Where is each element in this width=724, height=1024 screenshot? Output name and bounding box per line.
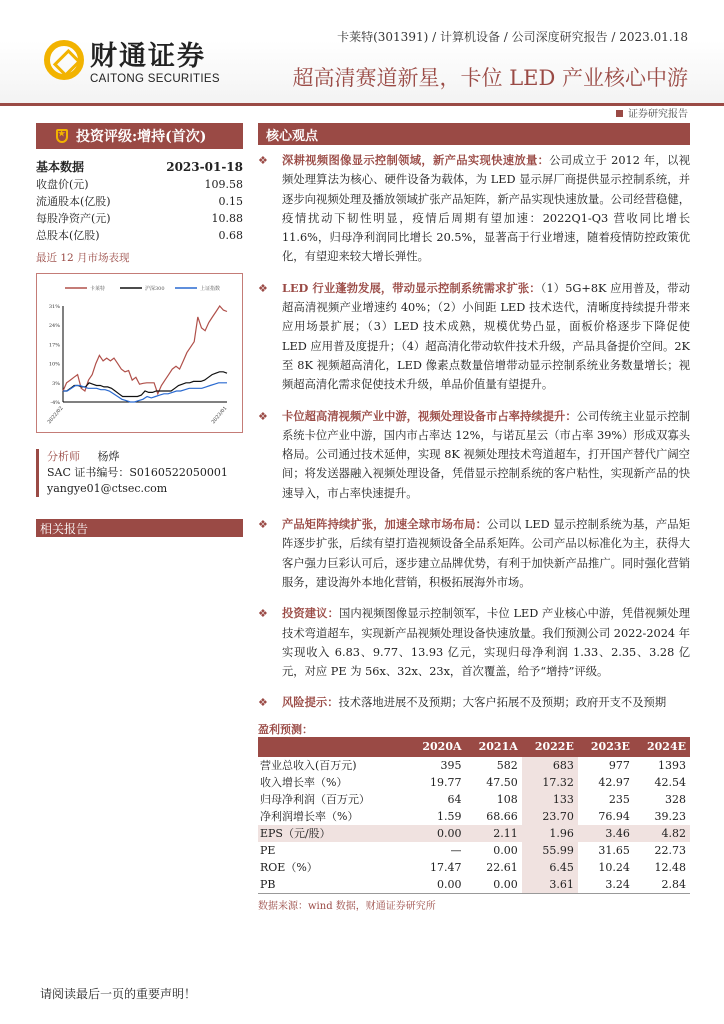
table-cell: 64	[447, 792, 462, 806]
table-row	[258, 757, 690, 774]
rating: 投资评级:增持(首次)	[76, 129, 207, 145]
diamond-icon: ❖	[258, 518, 268, 532]
legend-label: 沪深300	[145, 286, 165, 292]
basic-value: 10.88	[211, 212, 243, 225]
table-cell: EPS（元/股）	[258, 825, 409, 842]
point-head: 投资建议：	[282, 606, 339, 621]
table-cell: 19.77	[430, 775, 462, 789]
table-cell: 133	[522, 791, 578, 808]
table-cell: 营业总收入(百万元)	[260, 759, 357, 773]
forecast-table	[258, 737, 690, 893]
table-cell: 1.96	[522, 825, 578, 842]
table-cell: 2.84	[661, 877, 686, 891]
table-cell: 3.24	[605, 877, 630, 891]
key-point	[258, 693, 690, 712]
table-cell: PB	[260, 877, 276, 891]
table-cell: 108	[496, 792, 518, 806]
sac-number: SAC 证书编号：S0160522050001	[47, 466, 228, 479]
basic-data-header	[36, 159, 243, 176]
table-cell: 31.65	[598, 843, 630, 857]
basic-row	[36, 176, 243, 193]
basic-value: 0.68	[218, 229, 243, 242]
table-row	[258, 808, 690, 825]
table-cell: 47.50	[486, 775, 518, 789]
logo	[44, 34, 220, 85]
y-tick-label: 10%	[48, 361, 60, 368]
basic-data	[36, 176, 243, 244]
main-content	[258, 123, 690, 912]
basic-row	[36, 210, 243, 227]
basic-key: 收盘价(元)	[36, 178, 89, 191]
x-tick-label: 2022/02	[46, 405, 65, 426]
table-header	[258, 737, 409, 757]
y-tick-label: 24%	[48, 323, 60, 330]
diamond-icon: ❖	[258, 154, 268, 167]
table-cell: 归母净利润（百万元）	[260, 793, 370, 807]
table-cell: 0.00	[437, 877, 462, 891]
point-body: （1）5G+8K 应用普及，带动超高清视频产业增速约 40%；（2）小间距 LED 技术迭代，清晰度持续提升带来应用场景扩展；（3）LED 技术成熟，规模优势凸显，面板价格逐步下降促使 LED 应用普及度提升；（4）超高清化带动软件技术升级，产品具备提价空间。2K 至 8K 视频超高清化，LED 像素点数量倍增带动显示控制系统业务数量增长；视频超高清化需求促使技术升级，单品价值量有望提升。	[282, 281, 690, 392]
header-rule	[0, 103, 724, 106]
basic-title: 基本数据	[36, 160, 85, 174]
table-cell: 582	[496, 758, 518, 772]
chart-svg	[37, 274, 242, 432]
table-header: 2021A	[466, 737, 522, 757]
footer-note: 请阅读最后一页的重要声明！	[40, 987, 197, 1001]
basic-key: 总股本(亿股)	[36, 229, 100, 242]
table-cell: 683	[522, 757, 578, 774]
table-cell: 17.47	[430, 860, 462, 874]
table-row	[258, 859, 690, 876]
logo-icon	[44, 40, 84, 80]
report-tag	[616, 108, 688, 121]
section-title: 核心观点	[258, 123, 690, 145]
table-header: 2022E	[522, 737, 578, 757]
diamond-icon: ❖	[258, 696, 268, 710]
table-cell: 6.45	[522, 859, 578, 876]
diamond-icon: ❖	[258, 409, 268, 423]
market-title: 最近 12 月市场表现	[36, 252, 130, 264]
table-cell: 17.32	[522, 774, 578, 791]
basic-date: 2023-01-18	[166, 160, 243, 174]
table-cell: 977	[608, 758, 630, 772]
table-cell: 42.54	[654, 775, 686, 789]
table-cell: 收入增长率（%）	[260, 776, 348, 790]
shield-icon	[56, 129, 68, 143]
table-row	[258, 876, 690, 893]
analyst-label: 分析师	[47, 450, 80, 463]
table-row	[258, 774, 690, 791]
table-row	[258, 842, 690, 859]
table-cell: 12.48	[654, 860, 686, 874]
basic-row	[36, 193, 243, 210]
analyst-block	[36, 449, 243, 497]
legend-label: 上证指数	[200, 286, 221, 292]
basic-key: 每股净资产(元)	[36, 212, 111, 225]
y-tick-label: 17%	[48, 342, 60, 349]
point-body: 公司以 LED 显示控制系统为基，产品矩阵逐步扩张，后续有望打造视频设备全品系矩阵。公司产品以标准化为主，获得大客户强力巨彩认可后，逐步建立品牌优势，有利于加快新产品推广。同时强化营销服务，建设海外本地化营销，积极拓展海外市场。	[282, 518, 690, 589]
analyst-email[interactable]: yangye01@ctsec.com	[47, 482, 168, 495]
key-point	[258, 151, 690, 267]
key-point	[258, 407, 690, 503]
table-cell: 235	[608, 792, 630, 806]
table-cell: 0.00	[409, 825, 465, 842]
table-cell: ROE（%）	[260, 861, 318, 875]
point-head: LED 行业蓬勃发展，带动显示控制系统需求扩张：	[282, 280, 541, 295]
table-cell: 23.70	[522, 808, 578, 825]
table-cell: —	[450, 843, 462, 857]
key-points	[258, 151, 690, 713]
y-tick-label: 31%	[48, 304, 60, 310]
report-title: 超高清赛道新星，卡位 LED 产业核心中游	[292, 66, 688, 90]
table-header: 2024E	[634, 737, 690, 757]
report-header	[0, 0, 724, 103]
basic-value: 109.58	[204, 178, 243, 191]
forecast-title: 盈利预测：	[258, 722, 313, 736]
point-body: 公司传统主业显示控制系统卡位产业中游，国内市占率达 12%，与诺瓦星云（市占率 39%）形成双寡头格局。公司通过技术延伸，实现 8K 视频处理技术弯道超车，打开国产替代广阔空间；将发送器融入视频处理设备，凭借显示控制系统的客户粘性，实现新产品的快速导入，市占率快速提升。	[282, 409, 690, 500]
table-cell: 22.61	[486, 860, 518, 874]
square-icon	[616, 110, 623, 117]
point-body: 国内视频图像显示控制领军，卡位 LED 产业核心中游，凭借视频处理技术弯道超车，实现新产品视频处理设备快速放量。我们预测公司 2022-2024 年实现收入 6.83、9.77、13.93 亿元，实现归母净利润 1.33、2.35、3.28 亿元，对应 PE 为 56x、32x、23x，首次覆盖，给予“增持”评级。	[282, 607, 690, 679]
table-cell: PE	[260, 843, 276, 857]
related-reports: 相关报告	[36, 519, 243, 537]
table-cell: 2.11	[466, 825, 522, 842]
y-tick-label: -4%	[50, 400, 60, 406]
table-cell: 1.59	[437, 809, 462, 823]
y-tick-label: 3%	[52, 380, 60, 387]
table-cell: 10.24	[598, 860, 630, 874]
point-body: 公司成立于 2012 年，以视频处理算法为核心、硬件设备为载体，为 LED 显示屏厂商提供显示控制系统，并逐步向视频处理及播放领域扩张产品矩阵，新产品实现快速放量。公司经营稳健，疫情扰动下韧性明显，疫情后周期有望加速：2022Q1-Q3 营收同比增长 11.6%，归母净利润同比增长 20.5%，显著高于行业增速，随着疫情防控政策优化，有望迎来较大增长弹性。	[282, 154, 690, 264]
logo-en: CAITONG SECURITIES	[90, 73, 220, 85]
point-head: 风险提示：	[282, 695, 339, 710]
table-header: 2020A	[409, 737, 465, 757]
point-head: 深耕视频图像显示控制领域，新产品实现快速放量：	[282, 153, 550, 167]
diamond-icon: ❖	[258, 281, 268, 295]
x-tick-label: 2023/01	[210, 405, 229, 426]
basic-value: 0.15	[218, 195, 243, 208]
point-head: 卡位超高清视频产业中游，视频处理设备市占率持续提升：	[282, 408, 577, 423]
table-cell: 0.00	[493, 843, 518, 857]
table-row	[258, 791, 690, 808]
table-cell: 39.23	[654, 809, 686, 823]
series-line-1	[63, 372, 227, 397]
table-row	[258, 825, 690, 842]
diamond-icon: ❖	[258, 607, 268, 621]
key-point	[258, 279, 690, 395]
logo-cn: 财通证券	[90, 41, 206, 72]
table-cell: 0.00	[493, 877, 518, 891]
table-cell: 3.46	[578, 825, 634, 842]
table-cell: 净利润增长率（%）	[260, 810, 359, 824]
table-cell: 42.97	[598, 775, 630, 789]
series-line-2	[63, 383, 227, 402]
table-header: 2023E	[578, 737, 634, 757]
report-meta: 卡莱特(301391) / 计算机设备 / 公司深度研究报告 / 2023.01.18	[337, 30, 688, 44]
table-cell: 22.73	[654, 843, 686, 857]
table-cell: 395	[440, 758, 462, 772]
table-cell: 3.61	[522, 876, 578, 893]
table-cell: 55.99	[522, 842, 578, 859]
basic-row	[36, 227, 243, 244]
table-cell: 4.82	[634, 825, 690, 842]
data-source: 数据来源：wind 数据，财通证券研究所	[258, 893, 690, 912]
sidebar	[36, 123, 243, 537]
key-point	[258, 604, 690, 681]
point-body: 技术落地进展不及预期；大客户拓展不及预期；政府开支不及预期	[338, 696, 667, 710]
point-head: 产品矩阵持续扩张，加速全球市场布局：	[282, 517, 488, 532]
legend-label: 卡莱特	[90, 286, 106, 292]
analyst-name: 杨烨	[97, 450, 120, 463]
table-cell: 76.94	[598, 809, 630, 823]
key-point	[258, 515, 690, 592]
rating-bar	[36, 123, 243, 149]
basic-key: 流通股本(亿股)	[36, 195, 111, 208]
table-cell: 68.66	[486, 809, 518, 823]
market-chart	[36, 273, 243, 433]
table-cell: 1393	[658, 758, 686, 772]
table-cell: 328	[665, 792, 686, 806]
tag-text: 证券研究报告	[628, 109, 688, 120]
